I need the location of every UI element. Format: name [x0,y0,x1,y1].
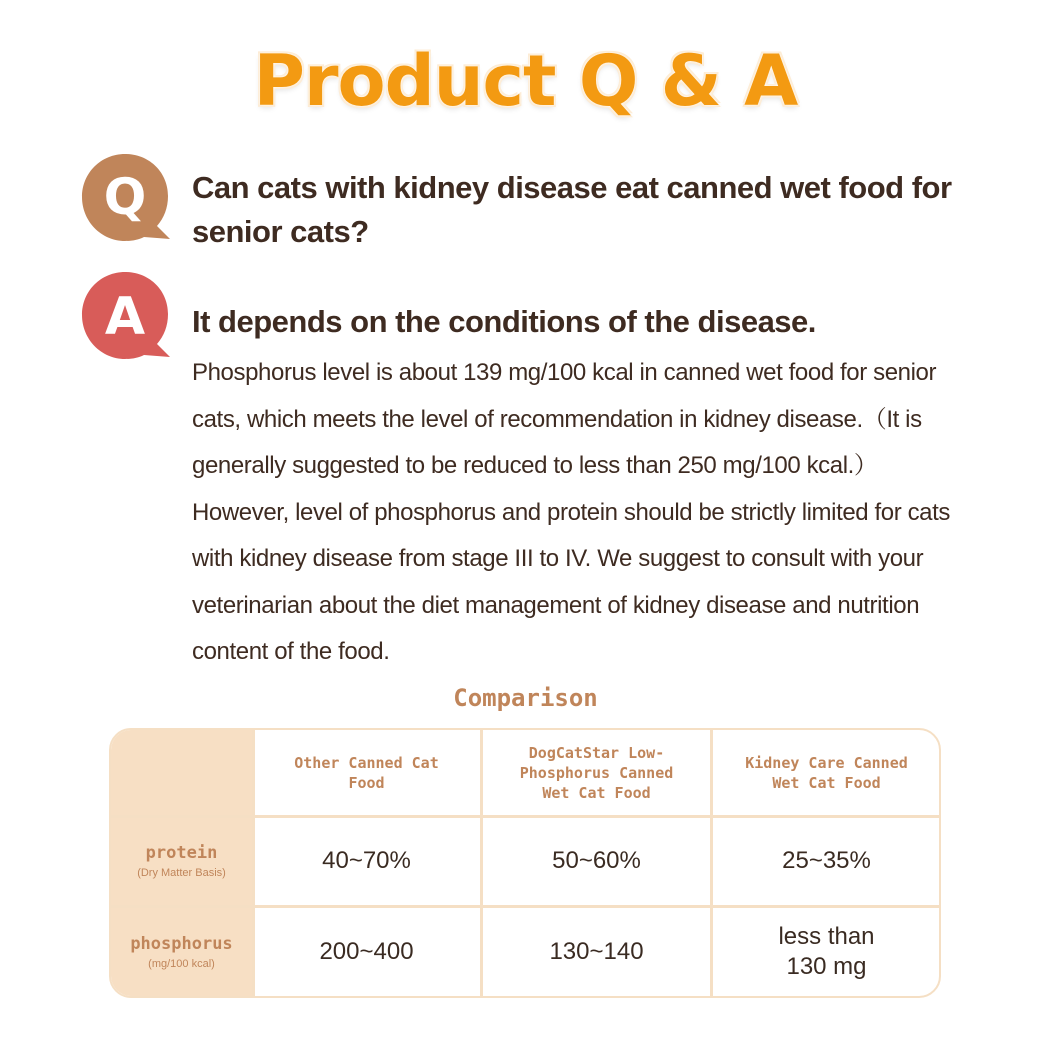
question-text: Can cats with kidney disease eat canned wet food for senior cats? [192,170,952,249]
q-letter: Q [103,168,147,226]
row-label-main: protein [145,843,218,863]
table-divider [710,730,713,998]
question-bubble-icon [78,152,188,252]
column-header-dogcatstar: DogCatStar Low-Phosphorus Canned Wet Cat Food [519,744,674,802]
table-cell: 25~35% [782,847,871,874]
page-title: Product Q & A [253,40,798,122]
table-cell: 50~60% [552,847,641,874]
answer-paragraph-1: Phosphorus level is about 139 mg/100 kcal in canned wet food for senior cats, which meets the level of recommendation in kidney disease.（It is generally suggested to be reduced to less than 250 mg/100 kcal.） [192,359,937,479]
answer-body [192,350,982,676]
comparison-table [109,728,941,998]
answer-bubble-icon [78,270,188,370]
row-label-protein [111,816,252,906]
table-divider [111,815,941,818]
table-divider [111,905,941,908]
table-cell: 130~140 [549,938,644,965]
row-label-main: phosphorus [130,934,233,954]
comparison-title: Comparison [453,684,598,712]
answer-paragraph-2: However, level of phosphorus and protein should be strictly limited for cats with kidney disease from stage III to IV. We suggest to consult with your veterinarian about the diet management of kidney disease and nutrition content of the food. [192,498,951,665]
row-label-phosphorus [111,906,252,998]
table-divider [252,730,255,998]
answer-headline: It depends on the conditions of the disease. [192,304,816,339]
column-header-other: Other Canned Cat Food [294,754,439,792]
column-header-kidney-care: Kidney Care Canned Wet Cat Food [745,754,908,792]
table-cell: less than 130 mg [778,923,875,980]
table-divider [480,730,483,998]
table-cell: 40~70% [322,847,411,874]
row-label-sub: (Dry Matter Basis) [137,867,226,879]
row-label-sub: (mg/100 kcal) [148,958,215,970]
a-letter: A [104,287,146,347]
table-cell: 200~400 [319,938,414,965]
table-corner-cell [111,730,252,816]
